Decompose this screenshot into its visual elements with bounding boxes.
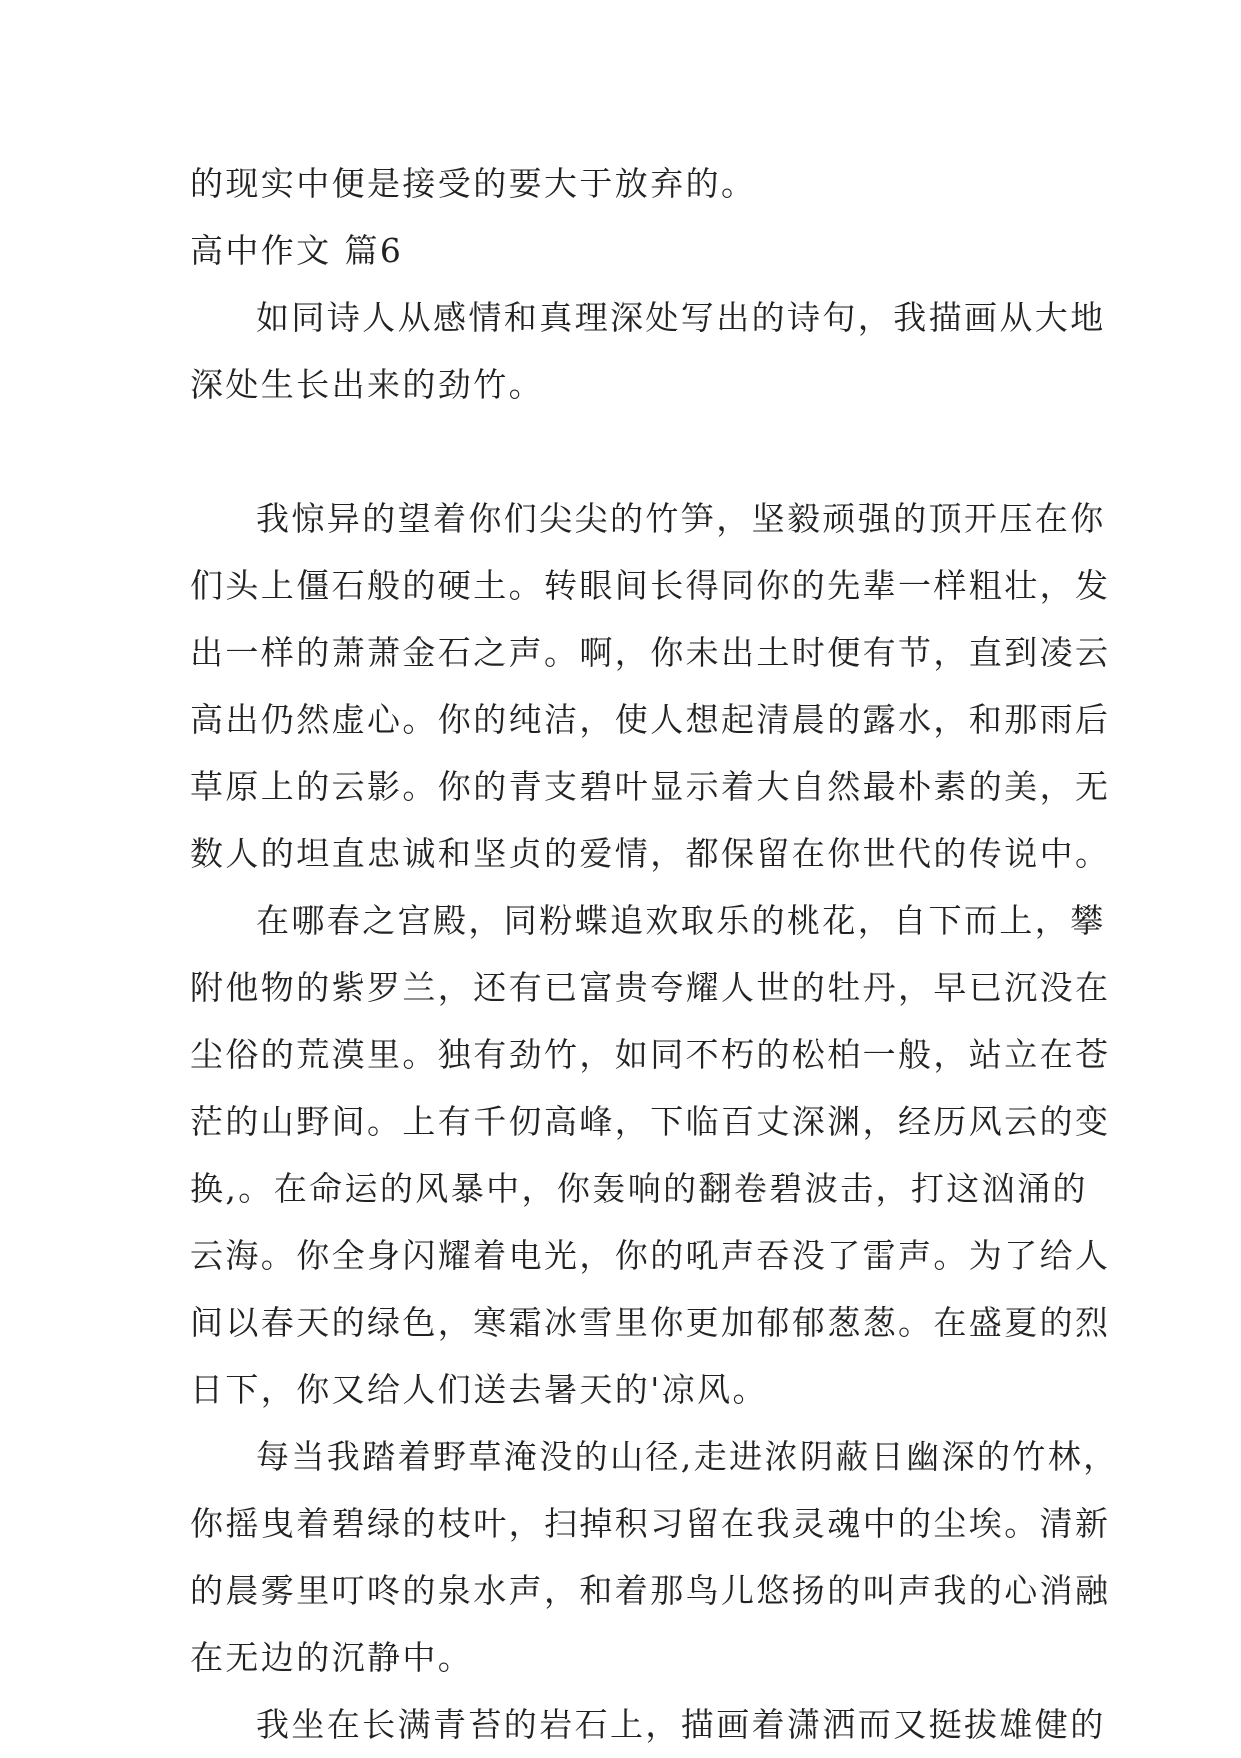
text-line: 出一样的萧萧金石之声。啊，你未出土时便有节，直到凌云 [190, 633, 1111, 672]
text-line: 我坐在长满青苔的岩石上，描画着潇洒而又挺拔雄健的 [256, 1705, 1106, 1744]
text-line: 在无边的沉静中。 [190, 1638, 474, 1677]
text-line: 数人的坦直忠诚和坚贞的爱情，都保留在你世代的传说中。 [190, 834, 1111, 873]
text-line: 的现实中便是接受的要大于放弃的。 [190, 164, 757, 203]
blank-line [190, 418, 1050, 485]
text-line: 在哪春之宫殿，同粉蝶追欢取乐的桃花，自下而上，攀 [256, 901, 1106, 940]
text-line: 高出仍然虚心。你的纯洁，使人想起清晨的露水，和那雨后 [190, 700, 1111, 739]
text-line: 每当我踏着野草淹没的山径,走进浓阴蔽日幽深的竹林， [256, 1437, 1119, 1476]
text-line: 如同诗人从感情和真理深处写出的诗句，我描画从大地 [256, 298, 1106, 337]
text-line: 草原上的云影。你的青支碧叶显示着大自然最朴素的美，无 [190, 767, 1111, 806]
text-line: 的晨雾里叮咚的泉水声，和着那鸟儿悠扬的叫声我的心消融 [190, 1571, 1111, 1610]
text-line: 茫的山野间。上有千仞高峰，下临百丈深渊，经历风云的变 [190, 1102, 1111, 1141]
text-line: 换,。在命运的风暴中，你轰响的翻卷碧波击，打这汹涌的 [190, 1169, 1088, 1208]
text-line: 你摇曳着碧绿的枝叶，扫掉积习留在我灵魂中的尘埃。清新 [190, 1504, 1111, 1543]
text-line: 附他物的紫罗兰，还有已富贵夸耀人世的牡丹，早已沉没在 [190, 968, 1111, 1007]
document-page [190, 150, 1119, 1758]
text-line: 我惊异的望着你们尖尖的竹笋，坚毅顽强的顶开压在你 [256, 499, 1106, 538]
text-line: 们头上僵石般的硬土。转眼间长得同你的先辈一样粗壮，发 [190, 566, 1111, 605]
section-heading: 高中作文 篇6 [190, 231, 404, 270]
text-line: 尘俗的荒漠里。独有劲竹，如同不朽的松柏一般，站立在苍 [190, 1035, 1111, 1074]
text-line: 云海。你全身闪耀着电光，你的吼声吞没了雷声。为了给人 [190, 1236, 1111, 1275]
text-line: 间以春天的绿色，寒霜冰雪里你更加郁郁葱葱。在盛夏的烈 [190, 1303, 1111, 1342]
text-line: 深处生长出来的劲竹。 [190, 365, 544, 404]
text-line: 日下，你又给人们送去暑天的'凉风。 [190, 1370, 768, 1409]
